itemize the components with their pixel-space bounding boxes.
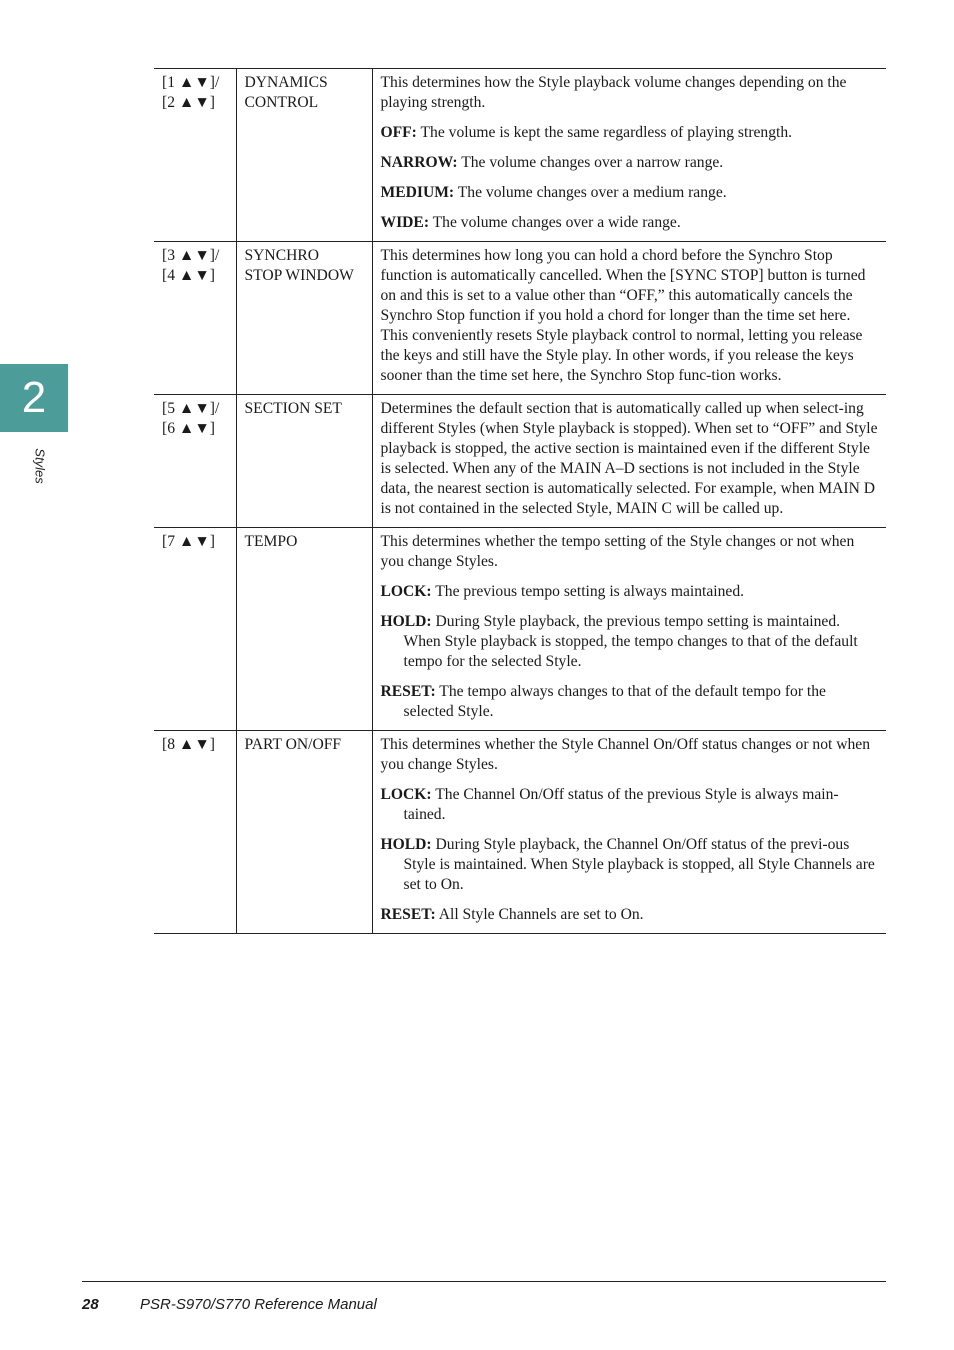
- button-label: [1 ▲▼]/: [162, 74, 220, 91]
- description-cell: [372, 528, 886, 731]
- parameter-description: This determines whether the Style Channel On/Off status changes or not when you change Styles.: [380, 736, 871, 773]
- table-row: [154, 731, 886, 934]
- table-row: [154, 242, 886, 395]
- option-text: The Channel On/Off status of the previous Style is always main-tained.: [403, 786, 839, 823]
- option-item: [381, 213, 879, 233]
- option-item: [381, 835, 879, 895]
- parameter-name: SYNCHRO: [244, 247, 320, 264]
- button-cell: [154, 242, 236, 395]
- option-label: OFF:: [380, 124, 417, 141]
- option-item: [381, 612, 879, 672]
- option-item: [381, 785, 879, 825]
- button-label: [7 ▲▼]: [162, 533, 215, 550]
- parameter-description: This determines how the Style playback volume changes depending on the playing strength.: [380, 74, 847, 111]
- parameter-description: This determines how long you can hold a chord before the Synchro Stop function is automatically cancelled. When the [SYNC STOP] button is turned on and this is set to a value other than “OFF,” this automatically cancels the Synchro Stop function if you hold a chord for longer than the time set here. This conveniently resets Style playback control to normal, letting you release the keys and still have the Style play. In other words, if you release the keys sooner than the time set here, the Synchro Stop func-tion works.: [380, 247, 866, 384]
- option-text: The volume is kept the same regardless of playing strength.: [420, 124, 793, 141]
- button-label: [2 ▲▼]: [162, 94, 215, 111]
- chapter-tab: [0, 364, 68, 432]
- parameter-description: Determines the default section that is automatically called up when select-ing different Styles (when Style playback is stopped). When set to “OFF” and Style playback is stopped, the active section is maintained even if the different Style is selected. When any of the MAIN A–D sections is not included in the Style data, the nearest section is automatically selected. For example, when MAIN D is not contained in the selected Style, MAIN C will be called up.: [380, 400, 878, 517]
- option-label: NARROW:: [380, 154, 458, 171]
- option-text: During Style playback, the Channel On/Off status of the previ-ous Style is maintained. When Style playback is stopped, all Style Channels are set to On.: [403, 836, 875, 893]
- button-cell: [154, 731, 236, 934]
- option-text: The volume changes over a narrow range.: [461, 154, 724, 171]
- table-row: [154, 528, 886, 731]
- table-row: [154, 395, 886, 528]
- button-cell: [154, 528, 236, 731]
- option-text: The volume changes over a medium range.: [457, 184, 727, 201]
- option-label: MEDIUM:: [380, 184, 455, 201]
- option-text: All Style Channels are set to On.: [438, 906, 644, 923]
- option-label: HOLD:: [380, 613, 432, 630]
- option-label: RESET:: [380, 683, 436, 700]
- button-label: [5 ▲▼]/: [162, 400, 220, 417]
- option-label: LOCK:: [380, 583, 432, 600]
- parameter-name-cell: [236, 528, 372, 731]
- parameter-name-cell: [236, 731, 372, 934]
- parameter-name: CONTROL: [244, 94, 319, 111]
- description-cell: [372, 395, 886, 528]
- chapter-label: Styles: [32, 448, 48, 484]
- parameter-name: DYNAMICS: [244, 74, 328, 91]
- parameter-name: SECTION SET: [244, 400, 342, 417]
- option-label: LOCK:: [380, 786, 432, 803]
- manual-title: PSR-S970/S770 Reference Manual: [140, 1296, 377, 1313]
- option-label: RESET:: [380, 906, 436, 923]
- parameter-name: TEMPO: [244, 533, 298, 550]
- button-label: [8 ▲▼]: [162, 736, 215, 753]
- parameter-name: STOP WINDOW: [244, 267, 354, 284]
- parameter-table: [154, 68, 886, 934]
- description-cell: [372, 731, 886, 934]
- option-text: During Style playback, the previous tempo setting is maintained. When Style playback is stopped, the tempo changes to that of the default tempo for the selected Style.: [403, 613, 858, 670]
- table-row: [154, 69, 886, 242]
- button-cell: [154, 69, 236, 242]
- parameter-table-body: [154, 69, 886, 934]
- button-label: [3 ▲▼]/: [162, 247, 220, 264]
- button-label: [4 ▲▼]: [162, 267, 215, 284]
- parameter-name-cell: [236, 395, 372, 528]
- parameter-name-cell: [236, 69, 372, 242]
- option-label: HOLD:: [380, 836, 432, 853]
- option-item: [381, 582, 879, 602]
- option-text: The tempo always changes to that of the default tempo for the selected Style.: [403, 683, 826, 720]
- parameter-name: PART ON/OFF: [244, 736, 342, 753]
- option-label: WIDE:: [380, 214, 430, 231]
- button-label: [6 ▲▼]: [162, 420, 215, 437]
- parameter-name-cell: [236, 242, 372, 395]
- option-text: The previous tempo setting is always maintained.: [435, 583, 745, 600]
- option-text: The volume changes over a wide range.: [432, 214, 681, 231]
- option-item: [381, 153, 879, 173]
- option-item: [381, 682, 879, 722]
- option-item: [381, 123, 879, 143]
- button-cell: [154, 395, 236, 528]
- parameter-description: This determines whether the tempo setting of the Style changes or not when you change Styles.: [380, 533, 855, 570]
- description-cell: [372, 242, 886, 395]
- page-number: 28: [82, 1296, 99, 1313]
- option-item: [381, 905, 879, 925]
- description-cell: [372, 69, 886, 242]
- footer-divider: [82, 1281, 886, 1282]
- option-item: [381, 183, 879, 203]
- chapter-number: 2: [21, 373, 47, 422]
